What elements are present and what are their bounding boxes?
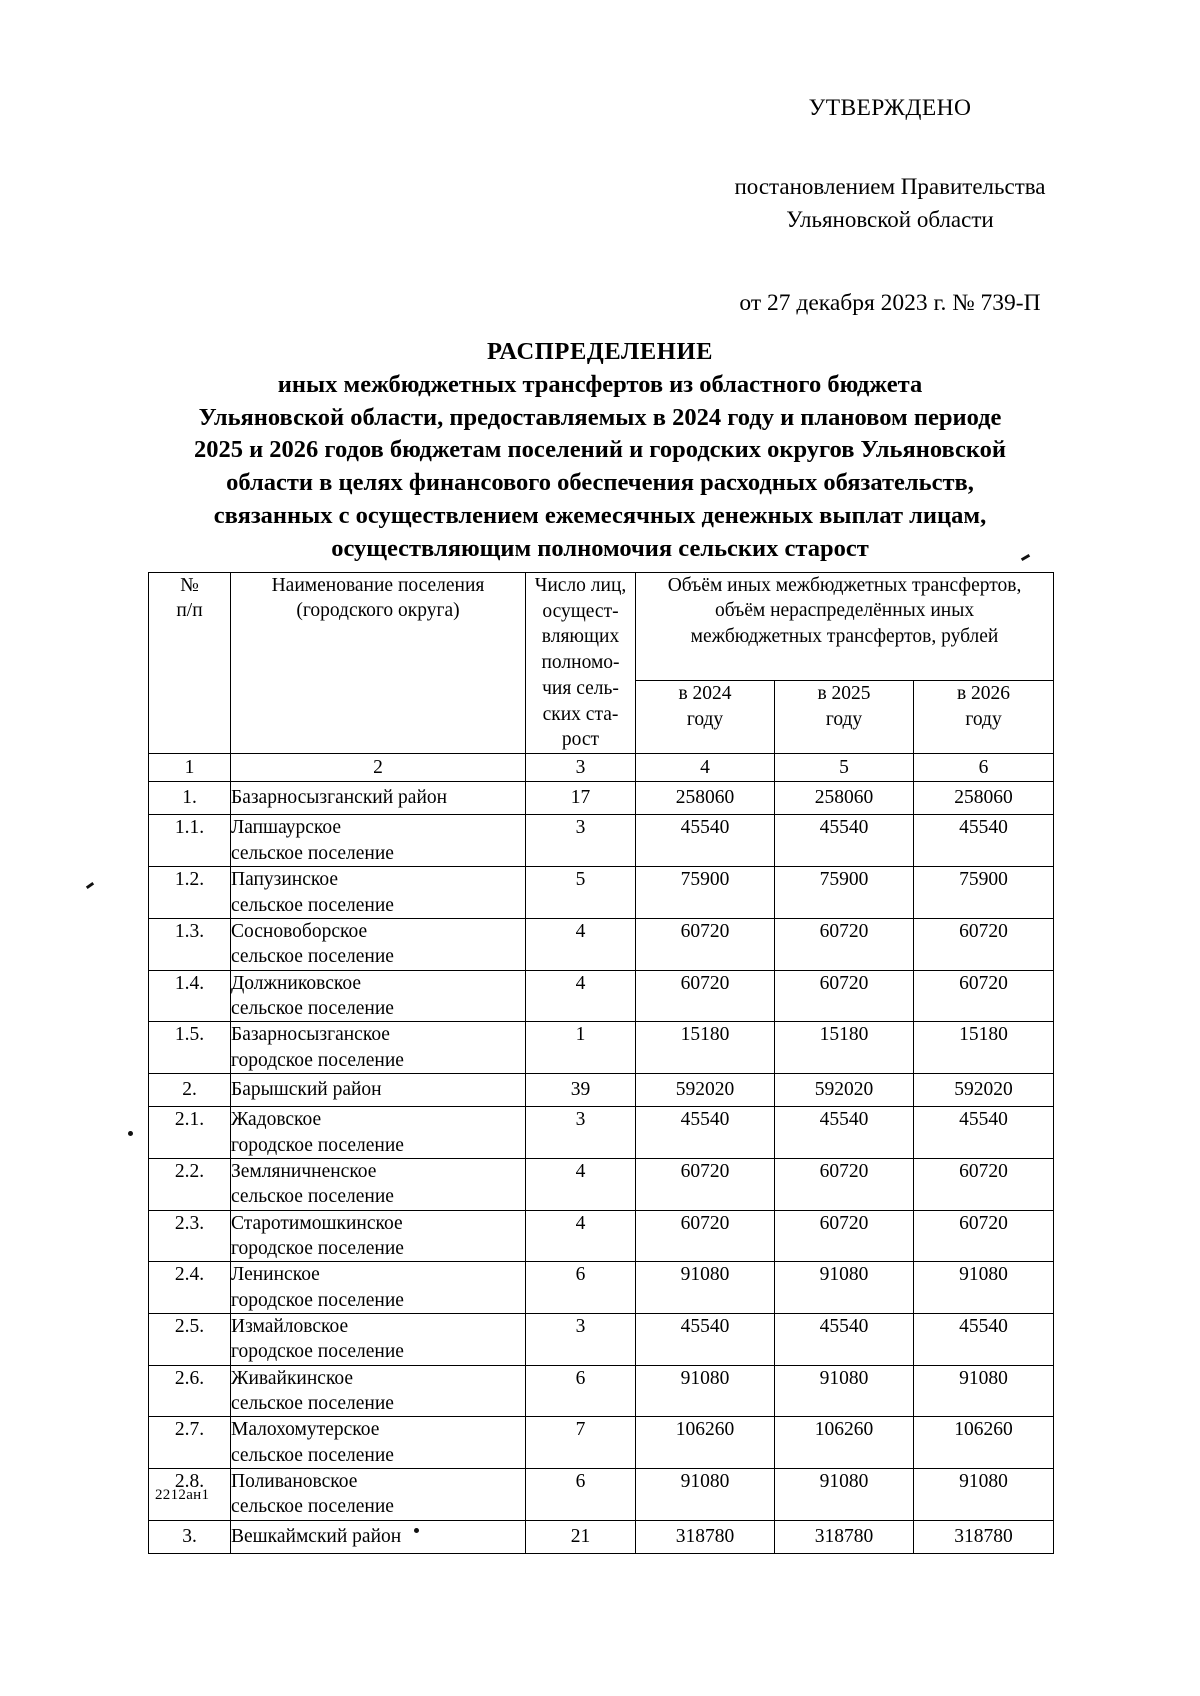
row-amount-2024-cell: 60720: [636, 918, 775, 970]
row-settlement-name-cell: [231, 1469, 526, 1521]
document-title-line-3: 2025 и 2026 годов бюджетам поселений и городских округов Ульяновской: [193, 436, 1007, 464]
row-number-cell: 2.7.: [149, 1417, 231, 1469]
header-group-line-3: межбюджетных трансфертов, рублей: [690, 625, 999, 647]
header-year-2026-line-2: году: [965, 708, 1002, 730]
row-amount-2024-cell: 91080: [636, 1365, 775, 1417]
table-row: [149, 867, 1054, 919]
row-settlement-name-cell: [231, 1073, 526, 1106]
row-amount-2026-cell: 592020: [914, 1073, 1054, 1106]
row-settlement-name-cell: [231, 1417, 526, 1469]
settlement-name-line-2: сельское поселение: [231, 997, 394, 1019]
settlement-name-line-2: городское поселение: [231, 1049, 404, 1071]
row-amount-2026-cell: 91080: [914, 1469, 1054, 1521]
scan-artifact-mark-3: [128, 1131, 133, 1136]
row-persons-count-cell: 3: [526, 1314, 636, 1366]
row-amount-2026-cell: 318780: [914, 1520, 1054, 1553]
header-group-line-1: Объём иных межбюджетных трансфертов,: [667, 575, 1022, 596]
row-persons-count-cell: 3: [526, 1107, 636, 1159]
row-amount-2024-cell: 60720: [636, 1210, 775, 1262]
settlement-name-line-1: Земляничненское: [231, 1160, 377, 1182]
header-year-2024-line-2: году: [686, 708, 724, 730]
table-body: [149, 782, 1054, 1554]
settlement-name-line-2: городское поселение: [231, 1289, 404, 1311]
row-number-cell: 1.1.: [149, 815, 231, 867]
row-amount-2024-cell: 60720: [636, 970, 775, 1022]
row-amount-2026-cell: 106260: [914, 1417, 1054, 1469]
row-amount-2024-cell: 91080: [636, 1469, 775, 1521]
table-row: [149, 782, 1054, 815]
row-persons-count-cell: 6: [526, 1469, 636, 1521]
row-amount-2024-cell: 258060: [636, 782, 775, 815]
approval-authority: [690, 171, 1090, 236]
row-number-cell: 2.6.: [149, 1365, 231, 1417]
row-number-cell: 1.5.: [149, 1022, 231, 1074]
document-title-line-1: иных межбюджетных трансфертов из областного бюджета: [277, 370, 923, 398]
document-title-line-2: Ульяновской области, предоставляемых в 2024 году и плановом периоде: [198, 403, 1002, 431]
settlement-name-line-2: городское поселение: [231, 1134, 404, 1156]
table-row: [149, 1073, 1054, 1106]
table-row: [149, 1262, 1054, 1314]
scan-artifact-mark-2: [86, 882, 94, 889]
row-amount-2026-cell: 60720: [914, 1210, 1054, 1262]
row-number-cell: 2.5.: [149, 1314, 231, 1366]
header-cell-transfers-group: [636, 573, 1054, 681]
header-count-line-1: Число лиц,: [534, 575, 627, 596]
row-amount-2025-cell: 15180: [775, 1022, 914, 1074]
row-number-cell: 1.: [149, 782, 231, 815]
document-title-heading: РАСПРЕДЕЛЕНИЕ: [486, 338, 714, 365]
row-number-cell: 2.2.: [149, 1158, 231, 1210]
row-amount-2024-cell: 91080: [636, 1262, 775, 1314]
row-settlement-name-cell: [231, 1520, 526, 1553]
header-count-line-5: чия сель-: [542, 677, 619, 699]
table-row: [149, 1417, 1054, 1469]
row-amount-2025-cell: 91080: [775, 1469, 914, 1521]
row-persons-count-cell: 17: [526, 782, 636, 815]
table-row: [149, 918, 1054, 970]
settlement-name-line-1: Папузинское: [231, 869, 339, 891]
table-row: [149, 1158, 1054, 1210]
row-amount-2026-cell: 15180: [914, 1022, 1054, 1074]
scan-artifact-mark-4: [414, 1528, 419, 1533]
footer-document-code: 2212ан1: [155, 1487, 210, 1503]
row-amount-2024-cell: 15180: [636, 1022, 775, 1074]
row-amount-2026-cell: 45540: [914, 1314, 1054, 1366]
column-number-2: 2: [231, 754, 526, 782]
settlement-name-line-1: Должниковское: [231, 972, 361, 994]
row-amount-2025-cell: 318780: [775, 1520, 914, 1553]
settlement-name-line-1: Старотимошкинское: [231, 1212, 403, 1234]
row-persons-count-cell: 7: [526, 1417, 636, 1469]
row-number-cell: 3.: [149, 1520, 231, 1553]
header-year-2025-line-2: году: [825, 708, 863, 730]
distribution-table-wrapper: [148, 572, 1053, 1554]
settlement-name-line-1: Барышский район: [231, 1078, 382, 1100]
row-number-cell: 2.3.: [149, 1210, 231, 1262]
row-amount-2026-cell: 60720: [914, 970, 1054, 1022]
header-cell-year-2026: [914, 681, 1054, 754]
header-number-line-2: п/п: [176, 600, 203, 622]
row-settlement-name-cell: [231, 867, 526, 919]
settlement-name-line-2: сельское поселение: [231, 1444, 394, 1466]
header-count-line-2: осущест-: [542, 600, 619, 622]
table-row: [149, 1107, 1054, 1159]
row-amount-2024-cell: 45540: [636, 815, 775, 867]
row-persons-count-cell: 4: [526, 1158, 636, 1210]
column-number-3: 3: [526, 754, 636, 782]
settlement-name-line-1: Малохомутерское: [231, 1419, 380, 1441]
settlement-name-line-1: Ленинское: [231, 1264, 320, 1286]
row-persons-count-cell: 21: [526, 1520, 636, 1553]
header-year-2025-line-1: в 2025: [817, 683, 871, 705]
row-number-cell: 2.8.: [149, 1469, 231, 1521]
table-row: [149, 1520, 1054, 1553]
column-number-6: 6: [914, 754, 1054, 782]
row-amount-2026-cell: 75900: [914, 867, 1054, 919]
header-count-line-7: рост: [561, 729, 600, 751]
settlement-name-line-1: Сосновоборское: [231, 920, 368, 942]
table-column-numbers-row: [149, 754, 1054, 782]
row-amount-2024-cell: 45540: [636, 1107, 775, 1159]
header-number-line-1: №: [180, 575, 199, 596]
row-amount-2025-cell: 75900: [775, 867, 914, 919]
row-amount-2026-cell: 91080: [914, 1262, 1054, 1314]
row-amount-2025-cell: 592020: [775, 1073, 914, 1106]
row-persons-count-cell: 5: [526, 867, 636, 919]
row-amount-2025-cell: 258060: [775, 782, 914, 815]
settlement-name-line-2: городское поселение: [231, 1341, 404, 1363]
settlement-name-line-1: Вешкаймский район: [231, 1525, 402, 1547]
header-cell-number: [149, 573, 231, 754]
table-row: [149, 1314, 1054, 1366]
document-title-line-5: связанных с осуществлением ежемесячных денежных выплат лицам,: [213, 502, 987, 530]
settlement-name-line-1: Лапшаурское: [231, 817, 342, 839]
row-amount-2026-cell: 60720: [914, 1158, 1054, 1210]
row-amount-2025-cell: 106260: [775, 1417, 914, 1469]
row-persons-count-cell: 3: [526, 815, 636, 867]
settlement-name-line-2: городское поселение: [231, 1237, 404, 1259]
row-persons-count-cell: 1: [526, 1022, 636, 1074]
table-row: [149, 1022, 1054, 1074]
row-amount-2026-cell: 45540: [914, 815, 1054, 867]
row-number-cell: 2.4.: [149, 1262, 231, 1314]
header-name-line-1: Наименование поселения: [271, 575, 485, 596]
column-number-1: 1: [149, 754, 231, 782]
column-number-4: 4: [636, 754, 775, 782]
approval-date: от 27 декабря 2023 г. № 739-П: [739, 289, 1041, 316]
header-cell-year-2025: [775, 681, 914, 754]
row-settlement-name-cell: [231, 970, 526, 1022]
row-settlement-name-cell: [231, 1210, 526, 1262]
row-settlement-name-cell: [231, 1314, 526, 1366]
row-amount-2025-cell: 60720: [775, 918, 914, 970]
row-amount-2026-cell: 60720: [914, 918, 1054, 970]
header-cell-persons-count: [526, 573, 636, 754]
row-amount-2025-cell: 60720: [775, 1210, 914, 1262]
header-count-line-3: вляющих: [541, 626, 620, 648]
row-settlement-name-cell: [231, 1262, 526, 1314]
document-title-line-4: области в целях финансового обеспечения расходных обязательств,: [226, 469, 974, 497]
column-number-5: 5: [775, 754, 914, 782]
row-amount-2025-cell: 91080: [775, 1365, 914, 1417]
row-amount-2024-cell: 592020: [636, 1073, 775, 1106]
settlement-name-line-1: Измайловское: [231, 1316, 349, 1338]
settlement-name-line-2: сельское поселение: [231, 1496, 394, 1518]
row-amount-2025-cell: 60720: [775, 970, 914, 1022]
settlement-name-line-2: сельское поселение: [231, 946, 394, 968]
settlement-name-line-1: Жадовское: [231, 1109, 322, 1131]
table-row: [149, 1469, 1054, 1521]
table-row: [149, 970, 1054, 1022]
settlement-name-line-1: Живайкинское: [231, 1367, 354, 1389]
row-number-cell: 1.4.: [149, 970, 231, 1022]
row-amount-2024-cell: 45540: [636, 1314, 775, 1366]
row-amount-2025-cell: 45540: [775, 815, 914, 867]
header-year-2026-line-1: в 2026: [956, 683, 1011, 705]
approval-authority-line-2: Ульяновской области: [786, 207, 994, 233]
row-number-cell: 2.1.: [149, 1107, 231, 1159]
header-name-line-2: (городского округа): [296, 600, 460, 622]
distribution-table: [148, 572, 1054, 1554]
settlement-name-line-1: Базарносызганский район: [231, 787, 448, 809]
header-cell-year-2024: [636, 681, 775, 754]
header-group-line-2: объём нераспределённых иных: [714, 600, 975, 622]
table-header-row-main: [149, 573, 1054, 681]
row-amount-2025-cell: 60720: [775, 1158, 914, 1210]
row-settlement-name-cell: [231, 1022, 526, 1074]
approval-block: [690, 92, 1090, 320]
row-amount-2024-cell: 318780: [636, 1520, 775, 1553]
row-settlement-name-cell: [231, 782, 526, 815]
settlement-name-line-2: сельское поселение: [231, 1186, 394, 1208]
table-row: [149, 1210, 1054, 1262]
table-header: [149, 573, 1054, 782]
settlement-name-line-2: сельское поселение: [231, 1393, 394, 1415]
document-title-line-6: осуществляющим полномочия сельских старост: [331, 534, 869, 562]
header-cell-settlement-name: [231, 573, 526, 754]
row-amount-2024-cell: 75900: [636, 867, 775, 919]
row-number-cell: 2.: [149, 1073, 231, 1106]
settlement-name-line-2: сельское поселение: [231, 842, 394, 864]
approval-authority-line-1: постановлением Правительства: [734, 174, 1046, 200]
settlement-name-line-1: Базарносызганское: [231, 1024, 390, 1046]
row-amount-2026-cell: 45540: [914, 1107, 1054, 1159]
row-amount-2025-cell: 45540: [775, 1107, 914, 1159]
settlement-name-line-1: Поливановское: [231, 1471, 358, 1493]
table-row: [149, 1365, 1054, 1417]
document-title: [150, 336, 1050, 566]
row-number-cell: 1.2.: [149, 867, 231, 919]
row-persons-count-cell: 39: [526, 1073, 636, 1106]
row-number-cell: 1.3.: [149, 918, 231, 970]
row-amount-2025-cell: 91080: [775, 1262, 914, 1314]
row-persons-count-cell: 6: [526, 1262, 636, 1314]
header-count-line-4: полномо-: [541, 652, 620, 674]
row-settlement-name-cell: [231, 1107, 526, 1159]
row-amount-2024-cell: 60720: [636, 1158, 775, 1210]
row-amount-2025-cell: 45540: [775, 1314, 914, 1366]
approval-heading: УТВЕРЖДЕНО: [808, 95, 972, 121]
row-settlement-name-cell: [231, 815, 526, 867]
row-settlement-name-cell: [231, 918, 526, 970]
settlement-name-line-2: сельское поселение: [231, 894, 394, 916]
row-persons-count-cell: 4: [526, 1210, 636, 1262]
row-persons-count-cell: 4: [526, 970, 636, 1022]
row-settlement-name-cell: [231, 1158, 526, 1210]
row-persons-count-cell: 6: [526, 1365, 636, 1417]
row-amount-2024-cell: 106260: [636, 1417, 775, 1469]
row-amount-2026-cell: 258060: [914, 782, 1054, 815]
row-amount-2026-cell: 91080: [914, 1365, 1054, 1417]
row-persons-count-cell: 4: [526, 918, 636, 970]
header-count-line-6: ских ста-: [542, 703, 619, 725]
row-settlement-name-cell: [231, 1365, 526, 1417]
header-year-2024-line-1: в 2024: [678, 683, 732, 705]
table-row: [149, 815, 1054, 867]
